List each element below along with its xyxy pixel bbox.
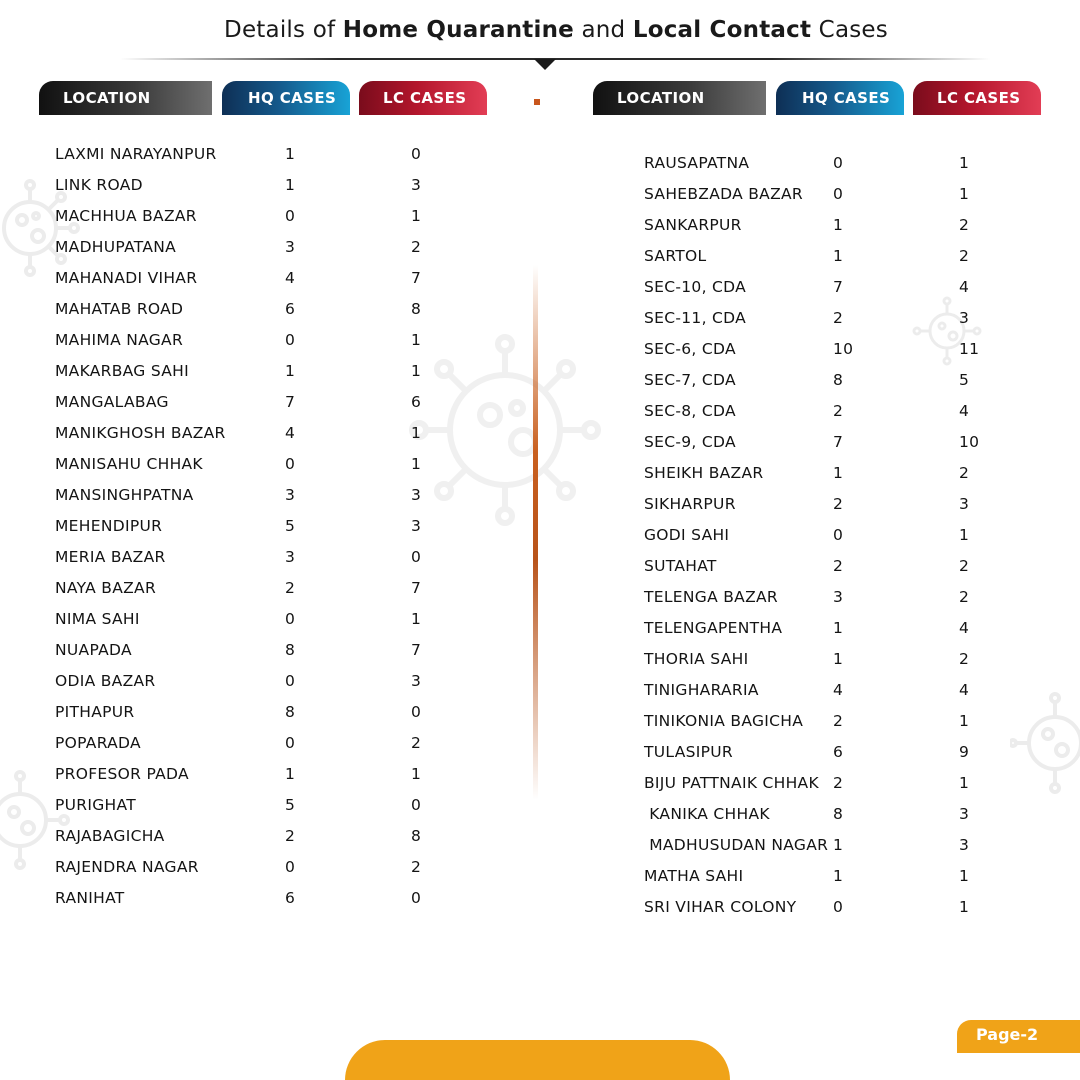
location-cell: POPARADA bbox=[55, 734, 141, 752]
lc-cell: 8 bbox=[411, 300, 422, 318]
hq-cell: 7 bbox=[833, 433, 844, 451]
hq-cell: 0 bbox=[285, 207, 296, 225]
hq-cell: 0 bbox=[285, 331, 296, 349]
lc-cell: 11 bbox=[959, 340, 980, 358]
hq-cell: 0 bbox=[285, 734, 296, 752]
location-cell: BIJU PATTNAIK CHHAK bbox=[644, 774, 819, 792]
location-cell: MERIA BAZAR bbox=[55, 548, 166, 566]
title-mid: and bbox=[573, 17, 633, 43]
lc-cell: 8 bbox=[411, 827, 422, 845]
table-row bbox=[0, 337, 1080, 361]
hq-cell: 6 bbox=[833, 743, 844, 761]
lc-cell: 0 bbox=[411, 145, 422, 163]
hq-cell: 2 bbox=[285, 579, 296, 597]
location-cell: RAUSAPATNA bbox=[644, 154, 750, 172]
lc-cell: 2 bbox=[411, 734, 422, 752]
location-cell: MANIKGHOSH BAZAR bbox=[55, 424, 226, 442]
table-row bbox=[0, 430, 1080, 454]
lc-cell: 1 bbox=[959, 774, 970, 792]
hq-cell: 0 bbox=[833, 185, 844, 203]
location-cell: TINIGHARARIA bbox=[644, 681, 759, 699]
hq-cell: 6 bbox=[285, 889, 296, 907]
lc-cell: 2 bbox=[959, 650, 970, 668]
hq-cell: 5 bbox=[285, 796, 296, 814]
table-row bbox=[0, 895, 1080, 919]
location-cell: TINIKONIA BAGICHA bbox=[644, 712, 804, 730]
location-cell: PROFESOR PADA bbox=[55, 765, 189, 783]
table-row bbox=[0, 616, 1080, 640]
lc-cell: 2 bbox=[959, 464, 970, 482]
hq-cell: 1 bbox=[285, 362, 296, 380]
location-cell: SANKARPUR bbox=[644, 216, 742, 234]
lc-cell: 2 bbox=[411, 858, 422, 876]
hq-cell: 0 bbox=[285, 858, 296, 876]
hq-cell: 2 bbox=[833, 774, 844, 792]
title-notch-icon bbox=[534, 59, 556, 70]
hq-cell: 2 bbox=[833, 309, 844, 327]
hq-cell: 4 bbox=[833, 681, 844, 699]
location-cell: RANIHAT bbox=[55, 889, 125, 907]
location-cell: SHEIKH BAZAR bbox=[644, 464, 764, 482]
location-cell: SEC-7, CDA bbox=[644, 371, 736, 389]
location-cell: SEC-6, CDA bbox=[644, 340, 736, 358]
lc-cell: 10 bbox=[959, 433, 980, 451]
lc-cell: 1 bbox=[411, 207, 422, 225]
table-row bbox=[0, 182, 1080, 206]
left-header-location: LOCATION bbox=[39, 81, 212, 115]
location-cell: SEC-8, CDA bbox=[644, 402, 736, 420]
lc-cell: 7 bbox=[411, 641, 422, 659]
lc-cell: 1 bbox=[411, 610, 422, 628]
location-cell: LINK ROAD bbox=[55, 176, 143, 194]
location-cell: GODI SAHI bbox=[644, 526, 730, 544]
hq-cell: 3 bbox=[285, 486, 296, 504]
right-header-location: LOCATION bbox=[593, 81, 766, 115]
lc-cell: 4 bbox=[959, 681, 970, 699]
hq-cell: 2 bbox=[833, 557, 844, 575]
hq-cell: 10 bbox=[833, 340, 854, 358]
lc-cell: 1 bbox=[959, 712, 970, 730]
right-header-hq-cases: HQ CASES bbox=[776, 81, 904, 115]
hq-cell: 3 bbox=[833, 588, 844, 606]
table-row bbox=[0, 647, 1080, 671]
lc-cell: 1 bbox=[959, 185, 970, 203]
table-row bbox=[0, 833, 1080, 857]
bottom-decoration bbox=[345, 1040, 730, 1080]
hq-cell: 1 bbox=[833, 247, 844, 265]
hq-cell: 2 bbox=[833, 402, 844, 420]
hq-cell: 2 bbox=[833, 495, 844, 513]
lc-cell: 2 bbox=[959, 557, 970, 575]
lc-cell: 0 bbox=[411, 796, 422, 814]
lc-cell: 6 bbox=[411, 393, 422, 411]
lc-cell: 4 bbox=[959, 402, 970, 420]
location-cell: SAHEBZADA BAZAR bbox=[644, 185, 803, 203]
location-cell: MANSINGHPATNA bbox=[55, 486, 194, 504]
lc-cell: 2 bbox=[959, 216, 970, 234]
location-cell: LAXMI NARAYANPUR bbox=[55, 145, 217, 163]
lc-cell: 2 bbox=[959, 588, 970, 606]
hq-cell: 3 bbox=[285, 548, 296, 566]
hq-cell: 8 bbox=[285, 703, 296, 721]
table-row bbox=[0, 213, 1080, 237]
location-cell: NAYA BAZAR bbox=[55, 579, 157, 597]
lc-cell: 1 bbox=[959, 154, 970, 172]
lc-cell: 5 bbox=[959, 371, 970, 389]
hq-cell: 0 bbox=[833, 526, 844, 544]
lc-cell: 3 bbox=[959, 836, 970, 854]
lc-cell: 1 bbox=[959, 867, 970, 885]
lc-cell: 1 bbox=[959, 898, 970, 916]
location-cell: NUAPADA bbox=[55, 641, 132, 659]
location-cell: RAJENDRA NAGAR bbox=[55, 858, 199, 876]
table-row bbox=[0, 554, 1080, 578]
table-row bbox=[0, 678, 1080, 702]
hq-cell: 0 bbox=[285, 672, 296, 690]
table-row bbox=[0, 244, 1080, 268]
hq-cell: 2 bbox=[285, 827, 296, 845]
title-suffix: Cases bbox=[811, 17, 888, 43]
hq-cell: 5 bbox=[285, 517, 296, 535]
title-bold-local-contact: Local Contact bbox=[632, 17, 812, 43]
lc-cell: 1 bbox=[411, 362, 422, 380]
lc-cell: 3 bbox=[411, 672, 422, 690]
lc-cell: 4 bbox=[959, 278, 970, 296]
hq-cell: 1 bbox=[833, 464, 844, 482]
table-row bbox=[0, 771, 1080, 795]
lc-cell: 4 bbox=[959, 619, 970, 637]
location-cell: SEC-11, CDA bbox=[644, 309, 747, 327]
hq-cell: 2 bbox=[833, 712, 844, 730]
location-cell: MACHHUA BAZAR bbox=[55, 207, 197, 225]
lc-cell: 1 bbox=[411, 765, 422, 783]
lc-cell: 2 bbox=[411, 238, 422, 256]
location-cell: TULASIPUR bbox=[644, 743, 733, 761]
hq-cell: 7 bbox=[833, 278, 844, 296]
hq-cell: 1 bbox=[285, 145, 296, 163]
hq-cell: 0 bbox=[833, 154, 844, 172]
location-cell: PITHAPUR bbox=[55, 703, 135, 721]
lc-cell: 1 bbox=[411, 331, 422, 349]
right-header-lc-cases: LC CASES bbox=[913, 81, 1041, 115]
hq-cell: 8 bbox=[285, 641, 296, 659]
location-cell: SRI VIHAR COLONY bbox=[644, 898, 797, 916]
hq-cell: 4 bbox=[285, 269, 296, 287]
table-row bbox=[0, 306, 1080, 330]
hq-cell: 1 bbox=[833, 216, 844, 234]
table-row bbox=[0, 709, 1080, 733]
lc-cell: 3 bbox=[411, 517, 422, 535]
table-row bbox=[0, 151, 1080, 175]
location-cell: RAJABAGICHA bbox=[55, 827, 165, 845]
hq-cell: 1 bbox=[285, 765, 296, 783]
lc-cell: 0 bbox=[411, 548, 422, 566]
hq-cell: 1 bbox=[833, 836, 844, 854]
center-marker bbox=[534, 99, 540, 105]
title-bold-home-quarantine: Home Quarantine bbox=[342, 17, 574, 43]
location-cell: MADHUPATANA bbox=[55, 238, 177, 256]
location-cell: TELENGAPENTHA bbox=[644, 619, 783, 637]
hq-cell: 1 bbox=[833, 867, 844, 885]
table-row bbox=[0, 275, 1080, 299]
location-cell: SUTAHAT bbox=[644, 557, 717, 575]
lc-cell: 9 bbox=[959, 743, 970, 761]
location-cell: ODIA BAZAR bbox=[55, 672, 156, 690]
lc-cell: 3 bbox=[411, 176, 422, 194]
page-number-tab: Page-2 bbox=[957, 1020, 1080, 1053]
table-row bbox=[0, 740, 1080, 764]
hq-cell: 7 bbox=[285, 393, 296, 411]
location-cell: MANISAHU CHHAK bbox=[55, 455, 203, 473]
hq-cell: 6 bbox=[285, 300, 296, 318]
lc-cell: 1 bbox=[959, 526, 970, 544]
title-prefix: Details of bbox=[224, 17, 343, 43]
location-cell: MEHENDIPUR bbox=[55, 517, 163, 535]
lc-cell: 3 bbox=[959, 309, 970, 327]
lc-cell: 7 bbox=[411, 579, 422, 597]
table-row bbox=[0, 864, 1080, 888]
hq-cell: 1 bbox=[833, 619, 844, 637]
lc-cell: 3 bbox=[959, 495, 970, 513]
location-cell: MAKARBAG SAHI bbox=[55, 362, 189, 380]
lc-cell: 0 bbox=[411, 889, 422, 907]
location-cell: MATHA SAHI bbox=[644, 867, 744, 885]
location-cell: MADHUSUDAN NAGAR bbox=[644, 836, 829, 854]
table-row bbox=[0, 585, 1080, 609]
hq-cell: 0 bbox=[833, 898, 844, 916]
lc-cell: 7 bbox=[411, 269, 422, 287]
location-cell: MAHATAB ROAD bbox=[55, 300, 184, 318]
location-cell: SEC-9, CDA bbox=[644, 433, 736, 451]
lc-cell: 1 bbox=[411, 455, 422, 473]
location-cell: MAHANADI VIHAR bbox=[55, 269, 198, 287]
table-row bbox=[0, 523, 1080, 547]
hq-cell: 0 bbox=[285, 455, 296, 473]
lc-cell: 2 bbox=[959, 247, 970, 265]
lc-cell: 0 bbox=[411, 703, 422, 721]
table-row bbox=[0, 399, 1080, 423]
location-cell: SARTOL bbox=[644, 247, 707, 265]
hq-cell: 4 bbox=[285, 424, 296, 442]
hq-cell: 1 bbox=[833, 650, 844, 668]
lc-cell: 1 bbox=[411, 424, 422, 442]
location-cell: MANGALABAG bbox=[55, 393, 169, 411]
location-cell: SIKHARPUR bbox=[644, 495, 736, 513]
location-cell: PURIGHAT bbox=[55, 796, 136, 814]
table-row bbox=[0, 368, 1080, 392]
table-row bbox=[0, 802, 1080, 826]
location-cell: SEC-10, CDA bbox=[644, 278, 747, 296]
hq-cell: 3 bbox=[285, 238, 296, 256]
lc-cell: 3 bbox=[959, 805, 970, 823]
page-title bbox=[0, 17, 1080, 43]
left-header-hq-cases: HQ CASES bbox=[222, 81, 350, 115]
table-row bbox=[0, 492, 1080, 516]
location-cell: TELENGA BAZAR bbox=[644, 588, 778, 606]
table-row bbox=[0, 461, 1080, 485]
hq-cell: 8 bbox=[833, 371, 844, 389]
left-header-lc-cases: LC CASES bbox=[359, 81, 487, 115]
location-cell: NIMA SAHI bbox=[55, 610, 140, 628]
hq-cell: 0 bbox=[285, 610, 296, 628]
lc-cell: 3 bbox=[411, 486, 422, 504]
location-cell: KANIKA CHHAK bbox=[644, 805, 770, 823]
hq-cell: 1 bbox=[285, 176, 296, 194]
hq-cell: 8 bbox=[833, 805, 844, 823]
location-cell: MAHIMA NAGAR bbox=[55, 331, 184, 349]
location-cell: THORIA SAHI bbox=[644, 650, 749, 668]
